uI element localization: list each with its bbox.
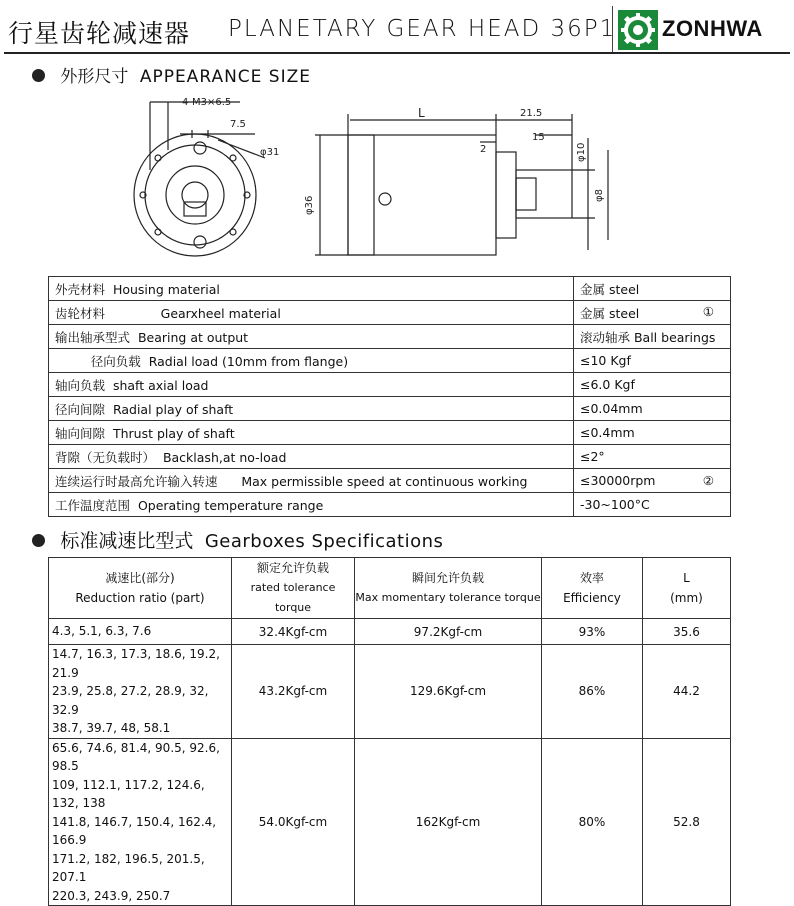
spec-row bbox=[49, 301, 731, 325]
spec-value: ≤0.04mm bbox=[580, 401, 643, 416]
ratio-line: 65.6, 74.6, 81.4, 90.5, 92.6, 98.5 bbox=[52, 740, 220, 773]
spec-row bbox=[49, 349, 731, 373]
spec-value-cell bbox=[574, 325, 731, 349]
header-ratio-cn: 减速比(部分) bbox=[105, 571, 175, 585]
appearance-heading bbox=[32, 62, 311, 87]
gearbox-rated: 54.0Kgf-cm bbox=[232, 738, 355, 906]
dim-width: 7.5 bbox=[230, 119, 246, 130]
ratio-line: 220.3, 243.9, 250.7 bbox=[52, 888, 171, 903]
spec-value: ≤2° bbox=[580, 449, 605, 464]
header-len: L bbox=[683, 571, 690, 585]
spec-value-cell bbox=[574, 421, 731, 445]
spec-label: 工作温度范围 Operating temperature range bbox=[49, 493, 574, 517]
gearbox-heading-cn: 标准减速比型式 bbox=[60, 530, 194, 552]
dim-boss: φ10 bbox=[576, 142, 587, 162]
header-max-en: Max momentary tolerance torque bbox=[355, 591, 541, 604]
appearance-heading-cn: 外形尺寸 bbox=[60, 67, 129, 87]
spec-value-cell bbox=[574, 445, 731, 469]
gearbox-header-row bbox=[49, 558, 731, 619]
ratio-cell bbox=[49, 645, 232, 739]
spec-label: 外壳材料 Housing material bbox=[49, 277, 574, 301]
dim-bolt-circle: φ31 bbox=[260, 147, 280, 158]
spec-label: 轴向间隙 Thrust play of shaft bbox=[49, 421, 574, 445]
spec-note: ② bbox=[702, 473, 714, 488]
spec-value-cell bbox=[574, 397, 731, 421]
gearbox-max: 162Kgf-cm bbox=[355, 738, 542, 906]
gear-logo-icon bbox=[618, 10, 658, 50]
dim-21-5: 21.5 bbox=[520, 108, 543, 119]
spec-value: ≤10 Kgf bbox=[580, 353, 631, 368]
ratio-line: 171.2, 182, 196.5, 201.5, 207.1 bbox=[52, 851, 205, 884]
dim-shaft: φ8 bbox=[594, 189, 605, 202]
gearbox-heading bbox=[32, 526, 443, 553]
spec-note: ① bbox=[702, 303, 714, 319]
spec-label: 径向负载 Radial load (10mm from flange) bbox=[49, 349, 574, 373]
gearbox-len: 35.6 bbox=[643, 619, 731, 645]
appearance-heading-en: APPEARANCE SIZE bbox=[139, 67, 311, 87]
spec-label: 径向间隙 Radial play of shaft bbox=[49, 397, 574, 421]
gearbox-row bbox=[49, 738, 731, 906]
dim-15: 15 bbox=[532, 132, 545, 143]
spec-value: -30~100°C bbox=[580, 497, 650, 512]
spec-row bbox=[49, 397, 731, 421]
gearbox-len: 44.2 bbox=[643, 645, 731, 739]
spec-value: 滚动轴承 Ball bearings bbox=[580, 329, 716, 345]
dim-length: L bbox=[418, 106, 425, 120]
header-eff-en: Efficiency bbox=[563, 591, 621, 605]
header-len-unit: (mm) bbox=[670, 591, 703, 605]
header-rated-cn: 额定允许负载 bbox=[256, 561, 329, 575]
dim-diameter: φ36 bbox=[304, 195, 315, 215]
spec-row bbox=[49, 421, 731, 445]
gearbox-max: 97.2Kgf-cm bbox=[355, 619, 542, 645]
spec-label: 背隙（无负载时） Backlash,at no-load bbox=[49, 445, 574, 469]
spec-value: ≤30000rpm bbox=[580, 473, 656, 488]
spec-row bbox=[49, 373, 731, 397]
spec-value: ≤0.4mm bbox=[580, 425, 635, 440]
ratio-line: 141.8, 146.7, 150.4, 162.4, 166.9 bbox=[52, 814, 217, 847]
page-title-cn: 行星齿轮减速器 bbox=[8, 19, 191, 48]
spec-value-cell bbox=[574, 301, 731, 325]
ratio-cell bbox=[49, 619, 232, 645]
gearbox-rated: 43.2Kgf-cm bbox=[232, 645, 355, 739]
ratio-line: 4.3, 5.1, 6.3, 7.6 bbox=[52, 624, 152, 639]
spec-value-cell bbox=[574, 349, 731, 373]
spec-row bbox=[49, 493, 731, 517]
spec-value-cell bbox=[574, 373, 731, 397]
bullet-icon bbox=[32, 534, 45, 547]
spec-value-cell bbox=[574, 277, 731, 301]
ratio-line: 14.7, 16.3, 17.3, 18.6, 19.2, 21.9 bbox=[52, 647, 220, 680]
spec-row bbox=[49, 277, 731, 301]
spec-value-cell bbox=[574, 493, 731, 517]
spec-label: 齿轮材料 Gearxheel material bbox=[49, 301, 574, 325]
gearbox-eff: 93% bbox=[542, 619, 643, 645]
spec-row bbox=[49, 469, 731, 493]
page-title-en: PLANETARY GEAR HEAD 36P1 bbox=[228, 16, 617, 42]
gearbox-len: 52.8 bbox=[643, 738, 731, 906]
ratio-line: 109, 112.1, 117.2, 124.6, 132, 138 bbox=[52, 777, 205, 810]
spec-value: 金属 steel bbox=[580, 281, 640, 297]
spec-value: ≤6.0 Kgf bbox=[580, 377, 635, 392]
gearbox-eff: 86% bbox=[542, 645, 643, 739]
spec-row bbox=[49, 325, 731, 349]
gearbox-heading-en: Gearboxes Specifications bbox=[204, 531, 444, 552]
gearbox-eff: 80% bbox=[542, 738, 643, 906]
ratio-cell bbox=[49, 738, 232, 906]
spec-label: 输出轴承型式 Bearing at output bbox=[49, 325, 574, 349]
spec-value: 金属 steel bbox=[580, 305, 640, 321]
dim-gap: 2 bbox=[480, 144, 487, 155]
ratio-line: 38.7, 39.7, 48, 58.1 bbox=[52, 721, 171, 735]
gearbox-row bbox=[49, 619, 731, 645]
header-rated-en: rated tolerance torque bbox=[250, 581, 336, 614]
gearbox-row bbox=[49, 645, 731, 739]
header-eff-cn: 效率 bbox=[579, 571, 604, 585]
spec-row bbox=[49, 445, 731, 469]
brand-name: ZONHWA bbox=[662, 16, 763, 41]
gearbox-max: 129.6Kgf-cm bbox=[355, 645, 542, 739]
header-divider bbox=[4, 52, 790, 54]
header-ratio-en: Reduction ratio (part) bbox=[75, 591, 205, 605]
gearbox-table bbox=[48, 557, 731, 906]
ratio-line: 23.9, 25.8, 27.2, 28.9, 32, 32.9 bbox=[52, 684, 209, 717]
spec-label: 轴向负载 shaft axial load bbox=[49, 373, 574, 397]
spec-table bbox=[48, 276, 731, 517]
spec-value-cell bbox=[574, 469, 731, 493]
bullet-icon bbox=[32, 69, 45, 82]
gearbox-rated: 32.4Kgf-cm bbox=[232, 619, 355, 645]
header-max-cn: 瞬间允许负载 bbox=[411, 571, 484, 585]
spec-label: 连续运行时最高允许输入转速 Max permissible speed at continuous working bbox=[49, 469, 574, 493]
appearance-drawing bbox=[120, 90, 640, 270]
dim-holes: 4-M3×6.5 bbox=[182, 97, 232, 108]
